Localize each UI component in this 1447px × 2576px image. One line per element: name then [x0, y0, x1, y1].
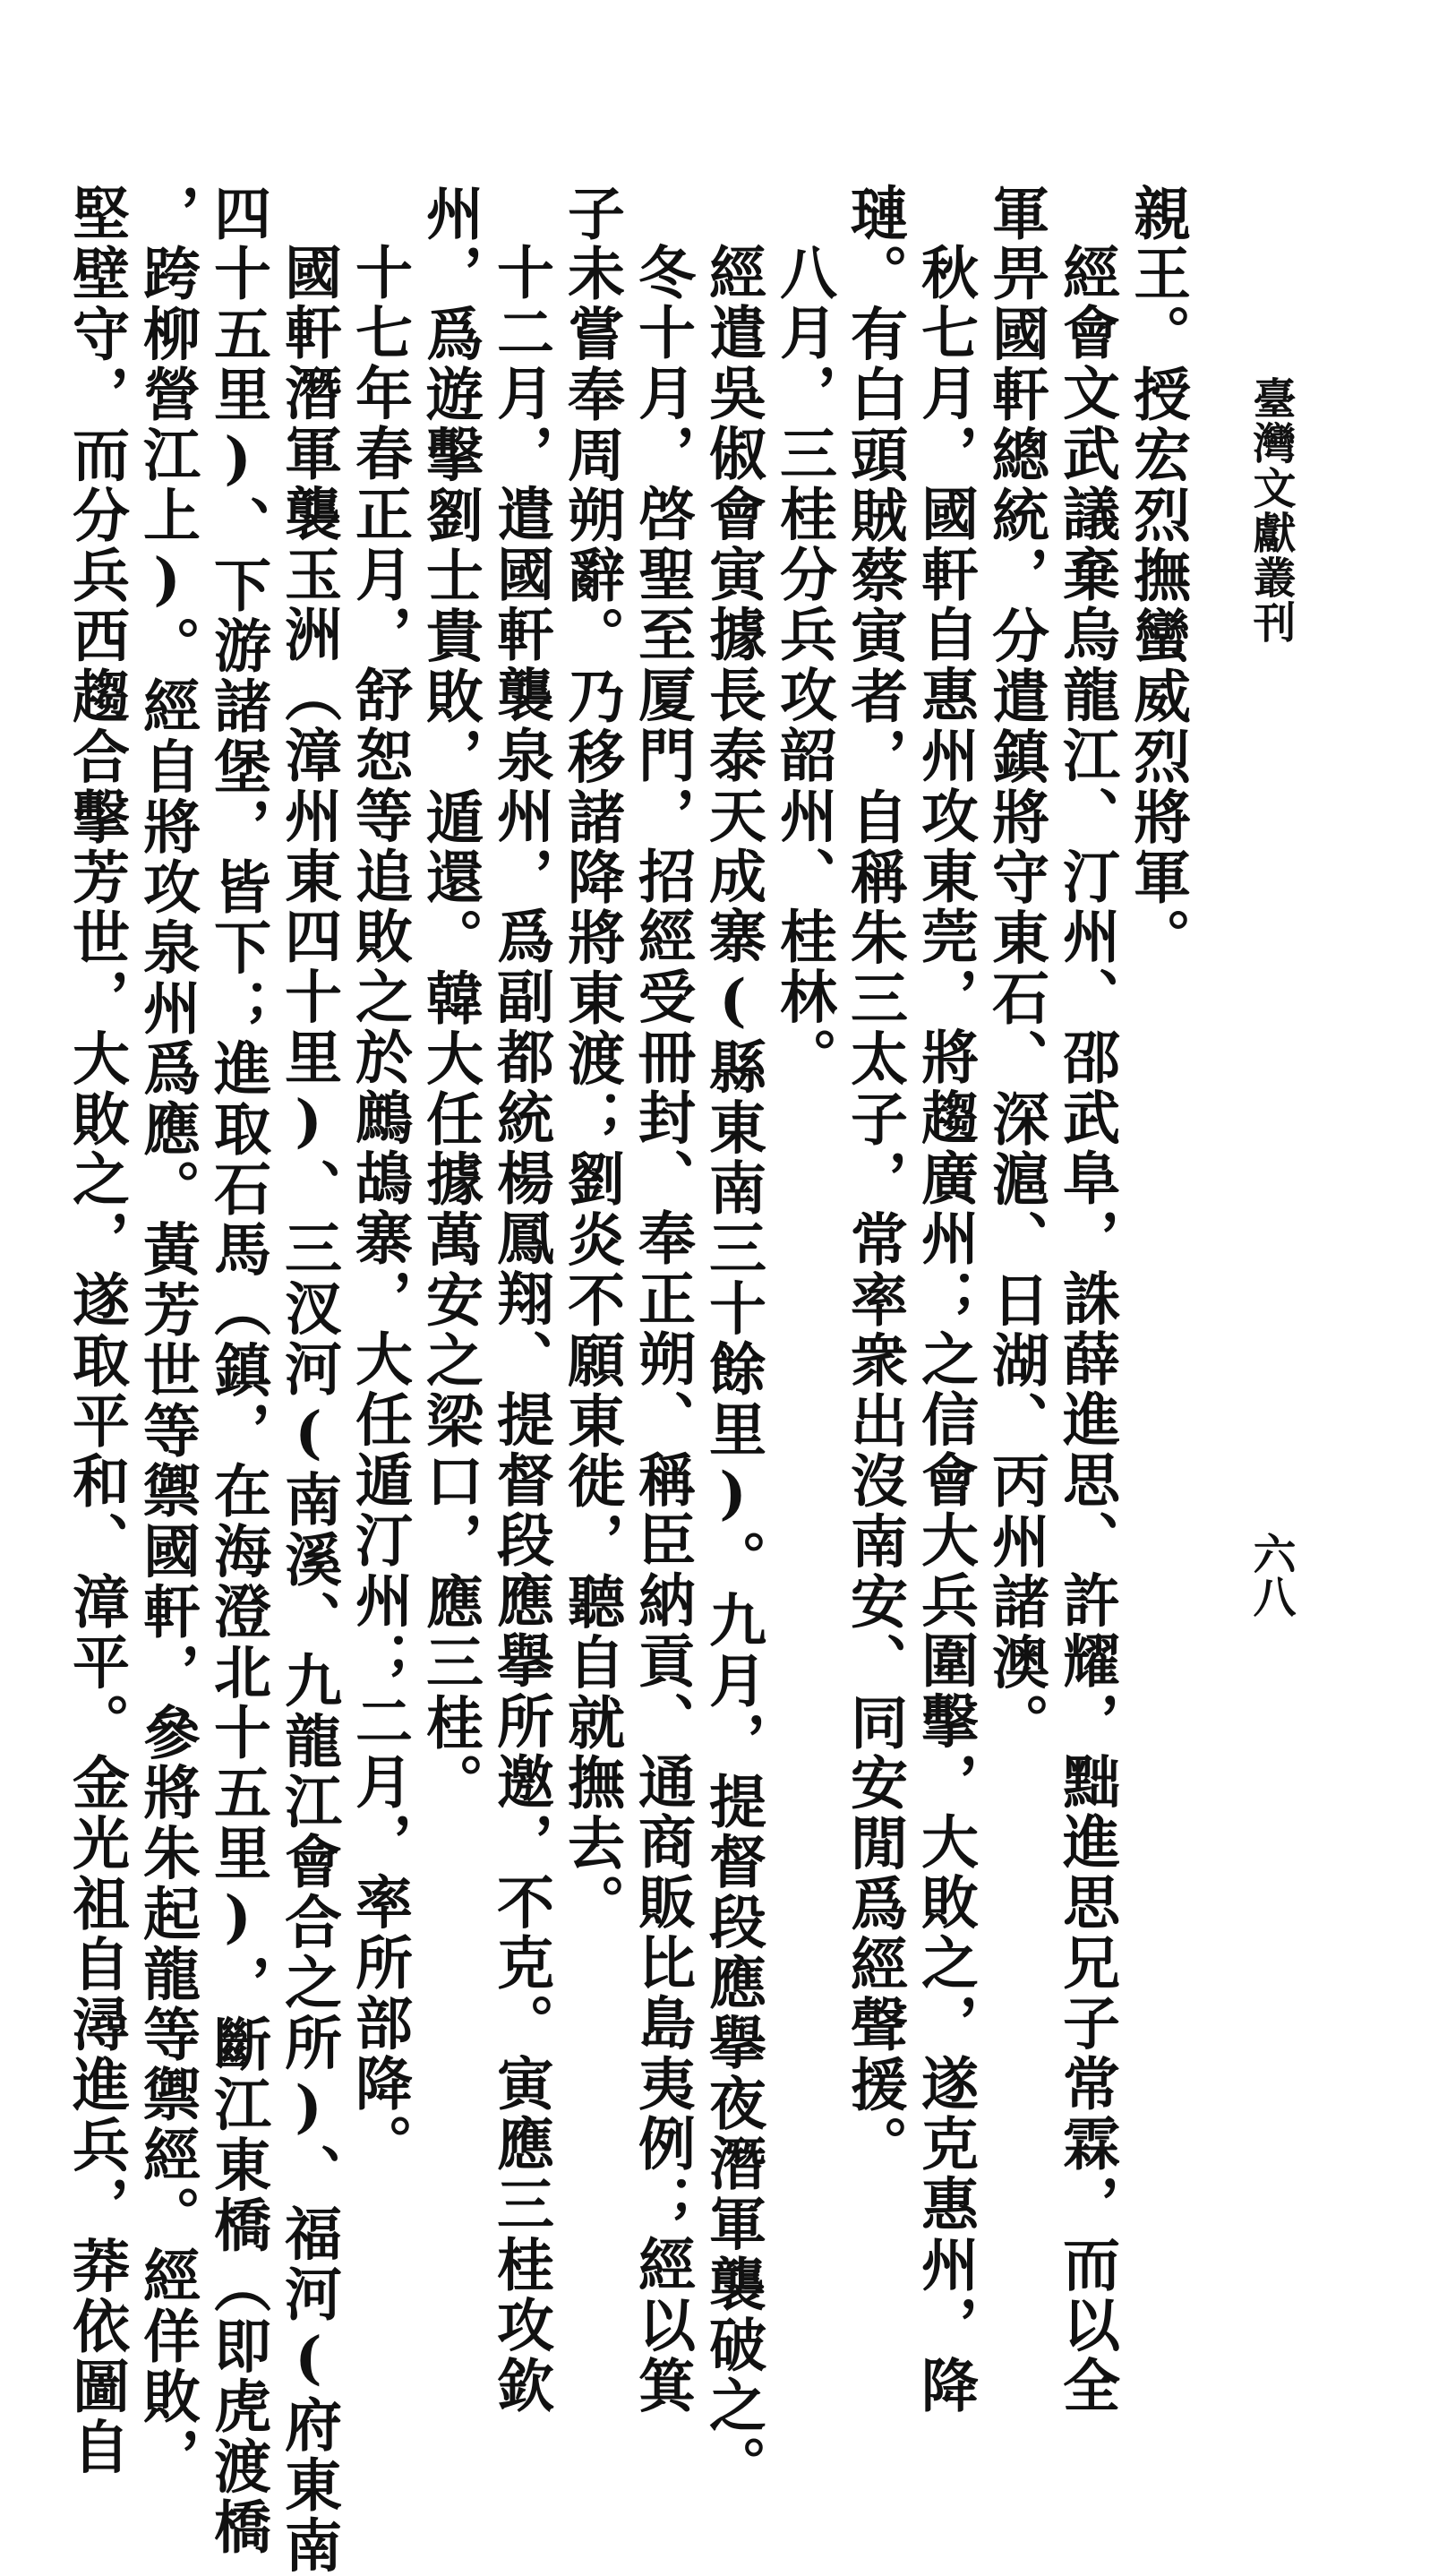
text-column: 軍畀國軒總統，分遣鎮將守東石、深滬、日湖、丙州諸澳。	[982, 184, 1049, 1754]
text-column: 秋七月，國軒自惠州攻東莞，將趨廣州；之信會大兵圍擊，大敗之，遂克惠州，降	[912, 243, 979, 2417]
page-number: 六八	[1246, 1532, 1296, 1618]
text-column: 四十五里)、下游諸堡，皆下；進取石馬（鎮，在海澄北十五里)，斷江東橋（即虎渡橋	[204, 184, 271, 2558]
text-column: 冬十月，啓聖至厦門，招經受冊封、奉正朔、稱臣納貢、通商販比島夷例；經以箕	[629, 243, 696, 2417]
text-column: 州，爲遊擊劉士貴敗，遁還。韓大任據萬安之梁口，應三桂。	[416, 184, 484, 1814]
text-column: 經會文武議棄烏龍江、汀州、邵武阜，誅薛進思、許耀，黜進思兄子常霖，而以全	[1053, 243, 1120, 2417]
text-column: 國軒潛軍襲玉洲（漳州東四十里)、三汊河(南溪、九龍江會合之所)、福河(府東南	[275, 243, 342, 2576]
text-column: 八月，三桂分兵攻韶州、桂林。	[770, 243, 837, 1088]
text-column: 子未嘗奉周朔辭。乃移諸降將東渡；劉炎不願東徙，聽自就撫去。	[558, 184, 625, 1935]
text-column: 親王。授宏烈撫蠻威烈將軍。	[1124, 184, 1191, 969]
vertical-text-body	[61, 184, 1193, 2576]
running-header-title: 臺灣文獻叢刊	[1246, 376, 1296, 645]
text-column: 璉。有白頭賊蔡寅者，自稱朱三太子，常率衆出沒南安、同安閒爲經聲援。	[841, 184, 908, 2177]
text-column: 十二月，遣國軒襲泉州，爲副都統楊鳳翔、提督段應擧所邀，不克。寅應三桂攻欽	[487, 243, 554, 2417]
text-column: 經遣吳俶會寅據長泰天成寨(縣東南三十餘里)。九月，提督段應擧夜潛軍襲破之。	[699, 243, 766, 2496]
text-column: ，跨柳營江上)。經自將攻泉州爲應。黃芳世等禦國軒，參將朱起龍等禦經。經佯敗，	[133, 184, 201, 2488]
text-column: 十七年春正月，舒恕等追敗之於鷓鴣寨，大任遁汀州；二月，率所部降。	[346, 243, 413, 2175]
text-column: 堅壁守，而分兵西趨合擊芳世，大敗之，遂取平和、漳平。金光祖自潯進兵，莽依圖自	[63, 184, 130, 2478]
